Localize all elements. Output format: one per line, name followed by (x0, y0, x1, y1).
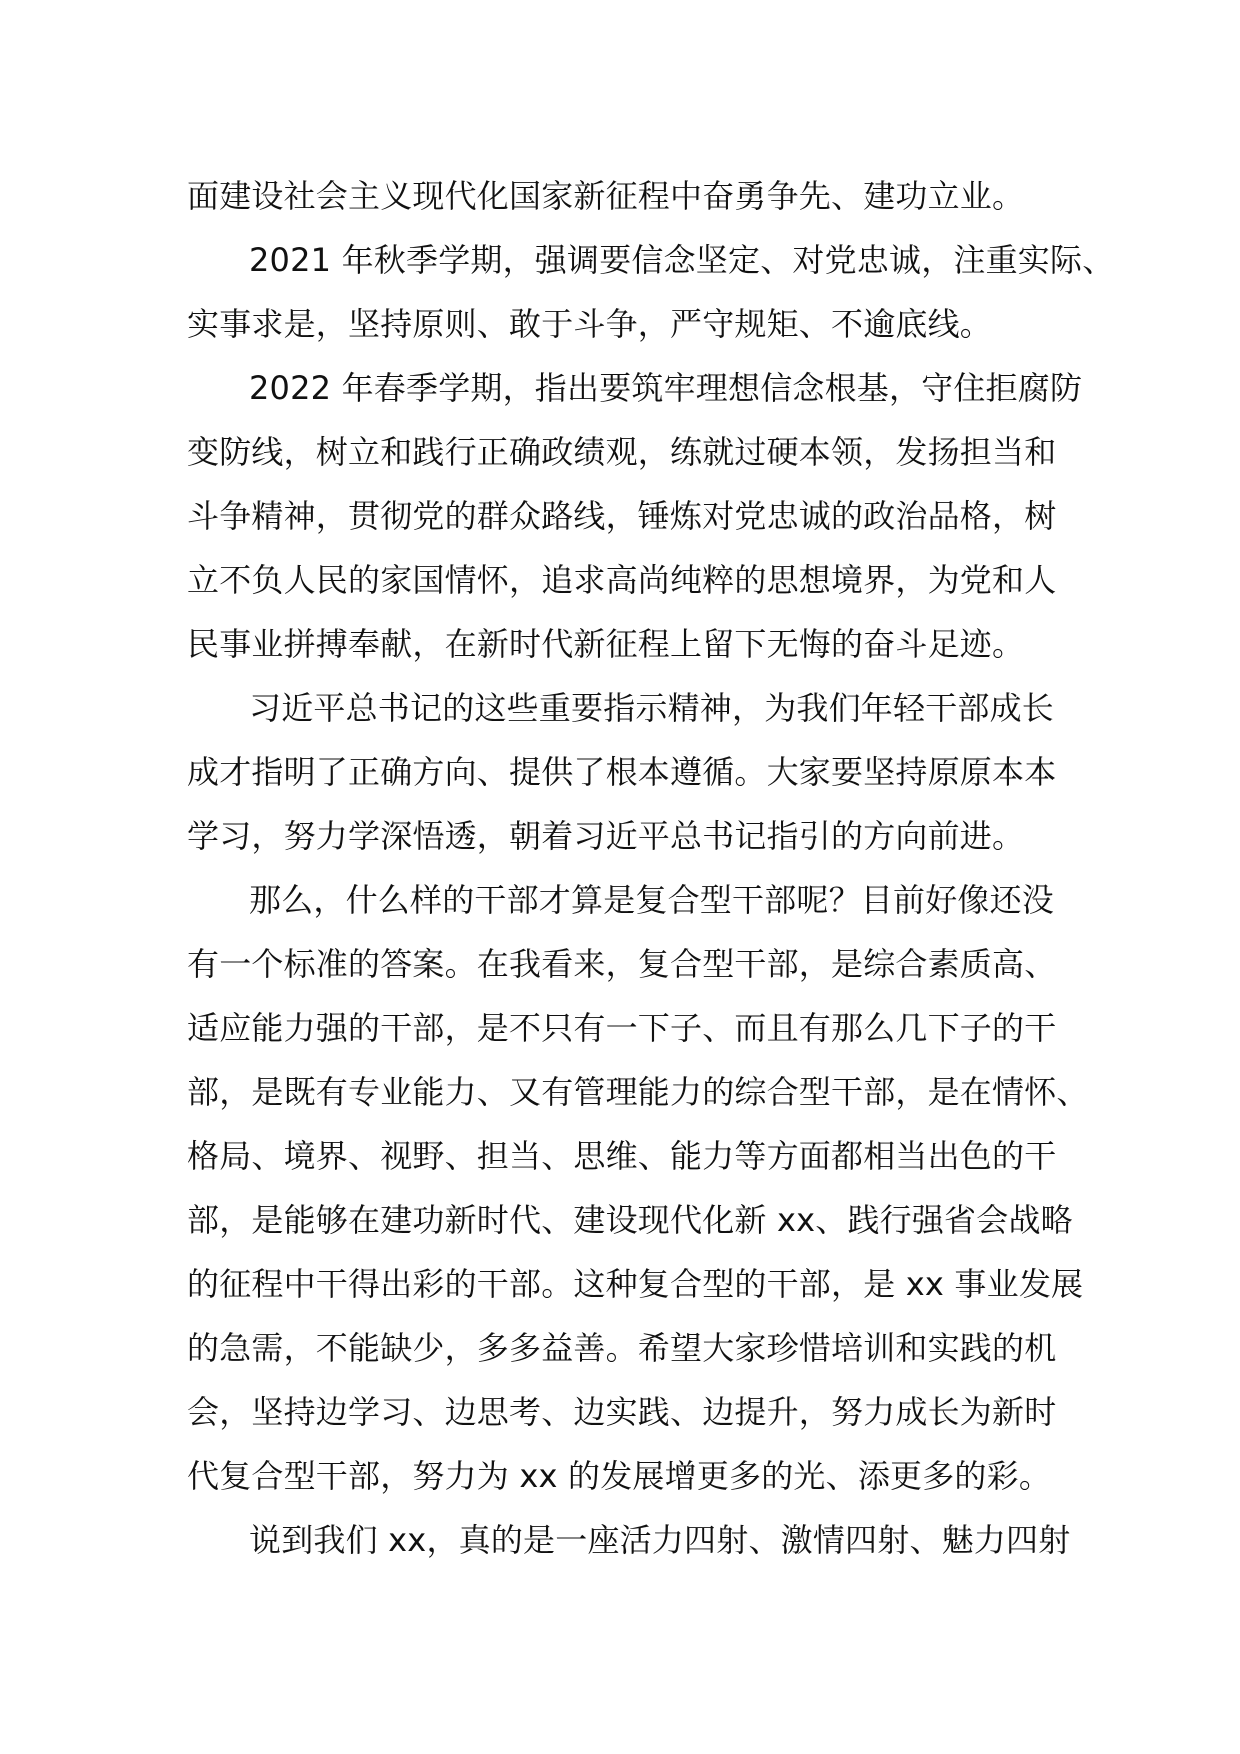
text-line: 2021 年秋季学期，强调要信念坚定、对党忠诚，注重实际、 (249, 241, 1115, 279)
text-line: 学习，努力学深悟透，朝着习近平总书记指引的方向前进。 (187, 817, 1025, 855)
text-line: 那么，什么样的干部才算是复合型干部呢？目前好像还没 (249, 881, 1055, 919)
text-line: 面建设社会主义现代化国家新征程中奋勇争先、建功立业。 (187, 177, 1025, 215)
text-line: 代复合型干部，努力为 xx 的发展增更多的光、添更多的彩。 (187, 1457, 1052, 1495)
text-line: 会，坚持边学习、边思考、边实践、边提升，努力成长为新时 (187, 1393, 1057, 1431)
text-line: 适应能力强的干部，是不只有一下子、而且有那么几下子的干 (187, 1009, 1057, 1047)
text-line: 格局、境界、视野、担当、思维、能力等方面都相当出色的干 (187, 1137, 1057, 1175)
text-line: 的急需，不能缺少，多多益善。希望大家珍惜培训和实践的机 (187, 1329, 1057, 1367)
text-line: 的征程中干得出彩的干部。这种复合型的干部，是 xx 事业发展 (187, 1265, 1084, 1303)
text-line: 习近平总书记的这些重要指示精神，为我们年轻干部成长 (249, 689, 1055, 727)
text-line: 立不负人民的家国情怀，追求高尚纯粹的思想境界，为党和人 (187, 561, 1057, 599)
body-text (187, 164, 1115, 1572)
text-line: 部，是能够在建功新时代、建设现代化新 xx、践行强省会战略 (187, 1201, 1073, 1239)
text-line: 部，是既有专业能力、又有管理能力的综合型干部，是在情怀、 (187, 1073, 1089, 1111)
text-line: 说到我们 xx，真的是一座活力四射、激情四射、魅力四射 (249, 1521, 1071, 1559)
text-line: 变防线，树立和践行正确政绩观，练就过硬本领，发扬担当和 (187, 433, 1057, 471)
text-line: 实事求是，坚持原则、敢于斗争，严守规矩、不逾底线。 (187, 305, 993, 343)
text-line: 有一个标准的答案。在我看来，复合型干部，是综合素质高、 (187, 945, 1057, 983)
text-line: 成才指明了正确方向、提供了根本遵循。大家要坚持原原本本 (187, 753, 1057, 791)
text-line: 斗争精神，贯彻党的群众路线，锤炼对党忠诚的政治品格，树 (187, 497, 1057, 535)
text-line: 2022 年春季学期，指出要筑牢理想信念根基，守住拒腐防 (249, 369, 1083, 407)
text-line: 民事业拼搏奉献，在新时代新征程上留下无悔的奋斗足迹。 (187, 625, 1025, 663)
